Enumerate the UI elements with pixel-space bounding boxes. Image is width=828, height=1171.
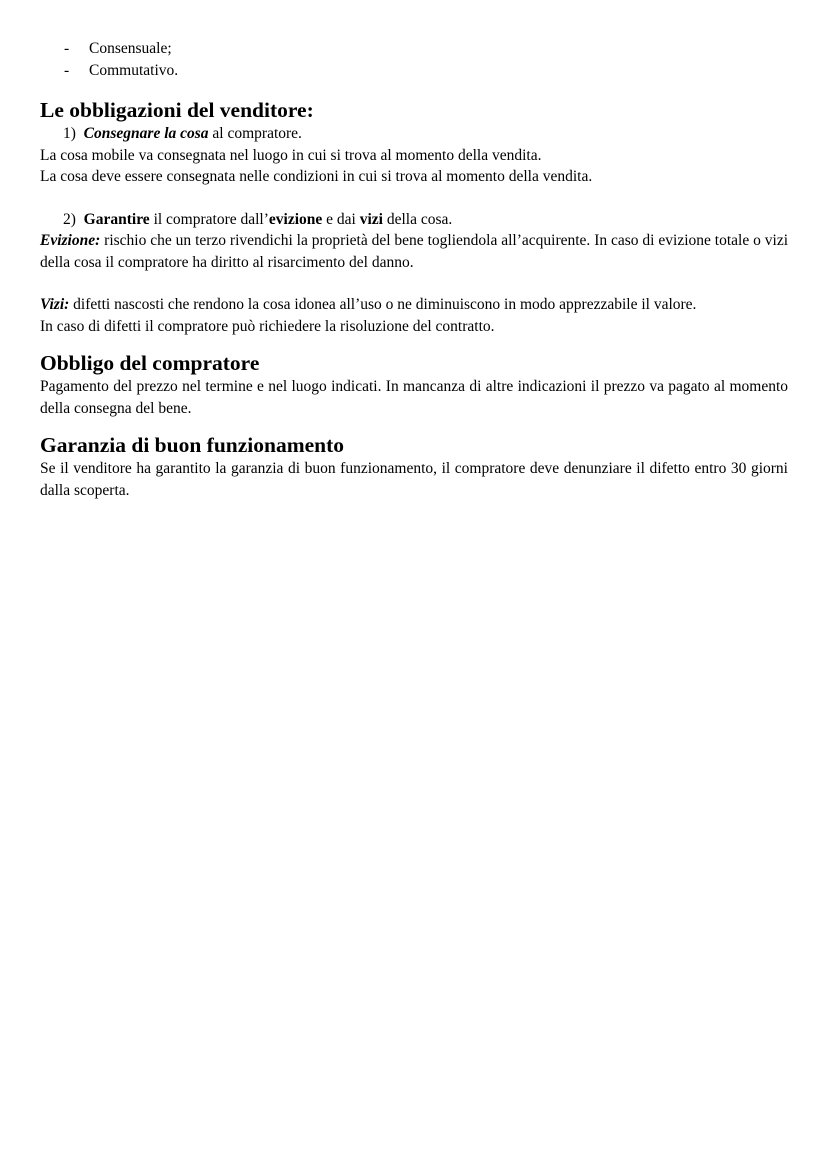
list-item xyxy=(40,60,788,82)
item-text: al compratore. xyxy=(208,125,302,142)
buyer-obligation-text: Pagamento del prezzo nel termine e nel luogo indicati. In mancanza di altre indicazioni il prezzo va pagato al momento della consegna del bene. xyxy=(40,378,788,417)
seller-obligations-heading: Le obbligazioni del venditore: xyxy=(40,98,314,122)
dash-bullet: - xyxy=(64,40,70,57)
definition-text: difetti nascosti che rendono la cosa idonea all’uso o ne diminuiscono in modo apprezzabile il valore. xyxy=(69,296,697,313)
dash-bullet: - xyxy=(64,61,70,79)
item-text: il compratore dall’ xyxy=(149,210,269,228)
item-number: 1) xyxy=(63,125,76,142)
list-item-text: Consensuale; xyxy=(89,40,172,57)
paragraph-line: In caso di difetti il compratore può richiedere la risoluzione del contratto. xyxy=(40,317,495,335)
item-number: 2) xyxy=(63,210,76,228)
warranty-text: Se il venditore ha garantito la garanzia di buon funzionamento, il compratore deve denunziare il difetto entro 30 giorni dalla scoperta. xyxy=(40,460,788,499)
evizione-definition xyxy=(40,230,788,273)
buyer-obligation-heading: Obbligo del compratore xyxy=(40,351,260,375)
bold-text: evizione xyxy=(268,210,323,228)
paragraph-line: La cosa deve essere consegnata nelle condizioni in cui si trova al momento della vendita. xyxy=(40,168,593,185)
obligation-item-deliver xyxy=(40,123,788,145)
list-item xyxy=(40,38,788,60)
list-item-text: Commutativo. xyxy=(89,61,179,79)
contract-features-list xyxy=(40,38,788,81)
warranty-heading: Garanzia di buon funzionamento xyxy=(40,433,345,457)
definition-term: Evizione: xyxy=(40,232,101,249)
definition-term: Vizi: xyxy=(40,296,70,313)
item-text: della cosa. xyxy=(382,210,453,228)
emphasis-text: Consegnare la cosa xyxy=(83,125,209,142)
bold-text: vizi xyxy=(359,210,383,228)
obligation-item-guarantee xyxy=(40,209,788,231)
paragraph-line: La cosa mobile va consegnata nel luogo in cui si trova al momento della vendita. xyxy=(40,146,542,164)
definition-text: rischio che un terzo rivendichi la proprietà del bene togliendola all’acquirente. In caso di evizione totale o vizi della cosa il compratore ha diritto al risarcimento del danno. xyxy=(40,232,788,271)
vizi-definition xyxy=(40,294,788,316)
item-text: e dai xyxy=(322,210,360,228)
seller-section xyxy=(40,123,788,337)
bold-text: Garantire xyxy=(83,210,150,228)
